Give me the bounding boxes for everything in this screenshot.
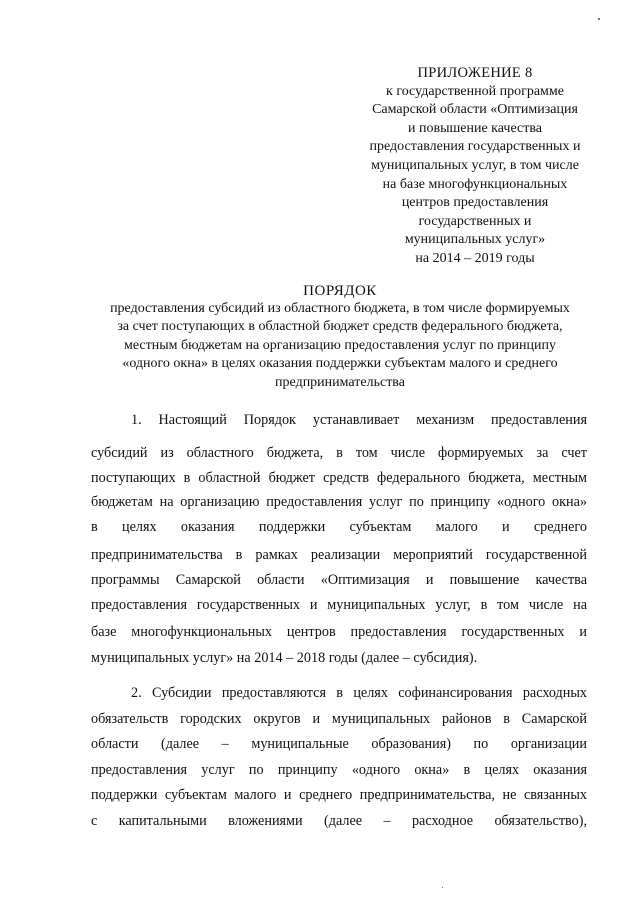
subtitle-line: предоставления субсидий из областного бюджета, в том числе формируемых <box>110 301 570 316</box>
paragraph-line: субсидий из областного бюджета, в том числе формируемых за счет <box>91 445 587 461</box>
document-title: ПОРЯДОК <box>303 283 377 299</box>
paragraph-line: предоставления государственных и муниципальных услуг, в том числе на <box>91 597 587 613</box>
paragraph-line: предпринимательства в рамках реализации мероприятий государственной <box>91 547 587 563</box>
paragraph-line: предоставления услуг по принципу «одного окна» в целях оказания <box>91 762 587 778</box>
paragraph-line: базе многофункциональных центров предоставления государственных и <box>91 624 587 640</box>
annex-line: на 2014 – 2019 годы <box>415 250 535 266</box>
annex-line: к государственной программе <box>386 83 564 99</box>
scan-speck <box>598 18 600 20</box>
paragraph-line: поступающих в областной бюджет средств федерального бюджета, местным <box>91 470 587 486</box>
paragraph-line: с капитальными вложениями (далее – расходное обязательство), <box>91 813 587 829</box>
subtitle-line: предпринимательства <box>275 374 405 390</box>
annex-line: ПРИЛОЖЕНИЕ 8 <box>417 65 533 81</box>
paragraph-line: программы Самарской области «Оптимизация и повышение качества <box>91 572 587 588</box>
annex-header <box>350 64 600 269</box>
annex-line: муниципальных услуг, в том числе <box>371 157 579 173</box>
annex-line: муниципальных услуг» <box>404 232 546 248</box>
annex-line: предоставления государственных и <box>369 139 581 155</box>
paragraph-line: муниципальных услуг» на 2014 – 2018 годы (далее – субсидия). <box>91 650 478 666</box>
annex-line: на базе многофункциональных <box>382 176 568 192</box>
annex-line: центров предоставления <box>401 195 549 211</box>
subtitle-line: за счет поступающих в областной бюджет средств федерального бюджета, <box>117 319 563 335</box>
paragraph-line: 2. Субсидии предоставляются в целях софинансирования расходных <box>131 685 587 701</box>
subtitle-line: «одного окна» в целях оказания поддержки субъектам малого и среднего <box>122 356 558 372</box>
paragraph-line: в целях оказания поддержки субъектам малого и среднего <box>91 519 587 535</box>
paragraph-line: 1. Настоящий Порядок устанавливает механизм предоставления <box>131 412 587 428</box>
paragraph-line: области (далее – муниципальные образования) по организации <box>91 736 587 752</box>
paragraph-line: поддержки субъектам малого и среднего предпринимательства, не связанных <box>91 787 587 803</box>
annex-line: Самарской области «Оптимизация <box>372 102 578 118</box>
annex-line: государственных и <box>418 213 532 229</box>
paragraph-line: бюджетам на организацию предоставления услуг по принципу «одного окна» <box>91 494 587 510</box>
subtitle-line: местным бюджетам на организацию предоставления услуг по принципу <box>123 337 557 353</box>
scan-speck <box>442 887 443 888</box>
document-subtitle <box>70 300 610 392</box>
paragraph-line: обязательств городских округов и муниципальных районов в Самарской <box>91 711 587 727</box>
annex-line: и повышение качества <box>407 120 542 136</box>
